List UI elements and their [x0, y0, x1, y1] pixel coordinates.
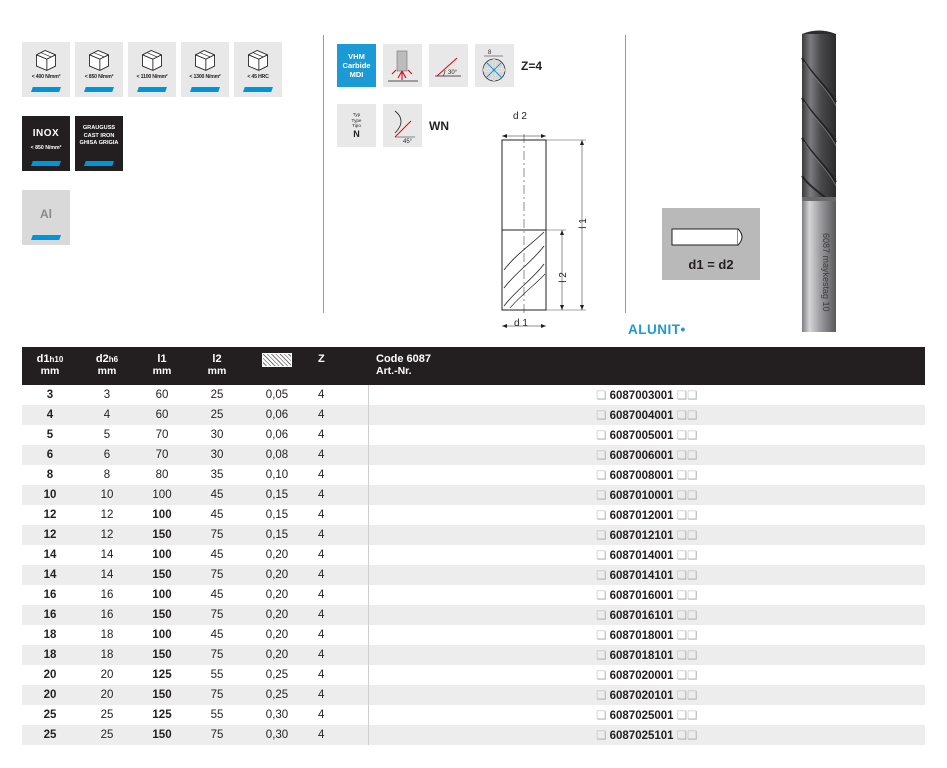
cell-d1: 14	[43, 569, 57, 581]
code-number: 6087012101	[609, 530, 674, 542]
code-number: 6087008001	[609, 470, 674, 482]
header-l1	[136, 347, 188, 385]
code-suffix-box: ❑❑	[676, 710, 698, 722]
cell-code	[368, 725, 925, 745]
spec-icon-row-2	[337, 104, 449, 147]
code-prefix-box: ❑	[596, 490, 607, 502]
cell-d1: 20	[43, 689, 57, 701]
cell-d1: 20	[43, 669, 57, 681]
angle-30-icon	[431, 48, 467, 84]
cell-d2: 3	[103, 389, 111, 401]
cell-d2: 5	[103, 429, 111, 441]
cell-z: 4	[318, 689, 325, 701]
code-suffix-box: ❑❑	[676, 650, 698, 662]
cell-z: 4	[318, 389, 325, 401]
cell-surface-finish: 0,20	[265, 649, 289, 661]
cell-code	[368, 545, 925, 565]
cell-l2: 75	[210, 609, 224, 621]
code-number: 6087014001	[609, 550, 674, 562]
code-number: 6087016101	[609, 610, 674, 622]
cell-d2: 16	[100, 609, 114, 621]
header-d1-label: d1	[36, 353, 50, 365]
header-d1	[22, 347, 78, 385]
cell-surface-finish: 0,20	[265, 609, 289, 621]
cell-l2: 45	[210, 629, 224, 641]
cell-code	[368, 645, 925, 665]
coating-brand-text: ALUNIT	[628, 322, 681, 337]
code-number: 6087003001	[609, 390, 674, 402]
dim-label-l1: l 1	[577, 218, 589, 229]
material-badge-inox	[22, 116, 70, 171]
header-z	[308, 347, 368, 385]
cell-d2: 6	[103, 449, 111, 461]
accent-bar	[84, 161, 114, 166]
header-code	[368, 347, 925, 385]
code-number: 6087020101	[609, 690, 674, 702]
code-suffix-box: ❑❑	[676, 390, 698, 402]
accent-bar	[190, 87, 220, 92]
table-row[interactable]	[22, 645, 925, 665]
table-row[interactable]	[22, 465, 925, 485]
material-badge-aluminium	[22, 190, 70, 245]
cell-z: 4	[318, 549, 325, 561]
cell-d1: 16	[43, 589, 57, 601]
cell-code	[368, 605, 925, 625]
cast-iron-line-1: GRAUGUSS	[82, 125, 116, 131]
cell-l1: 125	[152, 669, 172, 681]
carbide-line-2: Carbide	[342, 61, 371, 70]
code-prefix-box: ❑	[596, 530, 607, 542]
cell-d1: 6	[46, 449, 54, 461]
material-badge-cast-iron	[75, 116, 123, 171]
cell-z: 4	[318, 709, 325, 721]
cell-l1: 100	[152, 629, 172, 641]
cell-surface-finish: 0,20	[265, 549, 289, 561]
svg-text:30°: 30°	[447, 69, 457, 76]
cell-d1: 3	[46, 389, 54, 401]
aluminium-strip	[22, 190, 70, 245]
rake-angle-icon	[429, 44, 468, 87]
cell-d2: 12	[100, 509, 114, 521]
code-prefix-box: ❑	[596, 650, 607, 662]
cell-code	[368, 685, 925, 705]
header-z-label: Z	[318, 353, 325, 365]
header-l1-label: l1	[157, 353, 167, 365]
header-d2-sub: h6	[108, 355, 119, 364]
cell-z: 4	[318, 589, 325, 601]
code-prefix-box: ❑	[596, 410, 607, 422]
cell-l1: 100	[152, 549, 172, 561]
shank-profile-icon	[668, 223, 754, 251]
svg-text:45°: 45°	[402, 138, 412, 145]
workpiece-cube-icon	[86, 47, 112, 73]
cell-l1: 80	[155, 469, 169, 481]
cell-l1: 150	[152, 649, 172, 661]
flute-cross-section-icon	[477, 47, 513, 85]
table-row[interactable]	[22, 625, 925, 645]
carbide-badge	[337, 44, 376, 87]
table-row[interactable]	[22, 605, 925, 625]
flute-count-label: Z=4	[521, 58, 543, 73]
header-surface-finish	[246, 347, 308, 385]
cell-code	[368, 385, 925, 405]
cell-d1: 16	[43, 609, 57, 621]
table-row[interactable]	[22, 505, 925, 525]
cell-surface-finish: 0,20	[265, 569, 289, 581]
code-prefix-box: ❑	[596, 390, 607, 402]
header-d2-label: d2	[95, 353, 109, 365]
cell-l1: 100	[152, 489, 172, 501]
cell-l1: 70	[155, 429, 169, 441]
cell-z: 4	[318, 449, 325, 461]
material-badge-caption: < 400 N/mm²	[31, 74, 61, 80]
workpiece-cube-icon	[192, 47, 218, 73]
cell-z: 4	[318, 569, 325, 581]
accent-bar	[137, 87, 167, 92]
cell-surface-finish: 0,05	[265, 389, 289, 401]
table-row[interactable]	[22, 565, 925, 585]
cell-d2: 12	[100, 529, 114, 541]
cell-z: 4	[318, 649, 325, 661]
header-l2-unit: mm	[207, 365, 227, 377]
cell-l2: 55	[210, 709, 224, 721]
cell-d2: 18	[100, 629, 114, 641]
cell-l1: 150	[152, 569, 172, 581]
cell-d2: 10	[100, 489, 114, 501]
code-prefix-box: ❑	[596, 430, 607, 442]
cell-d1: 25	[43, 729, 57, 741]
cell-d2: 16	[100, 589, 114, 601]
accent-bar	[31, 161, 61, 166]
cell-l2: 45	[210, 489, 224, 501]
cell-d1: 14	[43, 549, 57, 561]
vertical-divider-right	[625, 35, 626, 313]
table-row[interactable]	[22, 405, 925, 425]
aluminium-title: Al	[40, 206, 52, 221]
cell-l2: 45	[210, 549, 224, 561]
code-prefix-box: ❑	[596, 510, 607, 522]
cell-l1: 150	[152, 609, 172, 621]
inox-title: INOX	[32, 128, 60, 139]
cell-surface-finish: 0,20	[265, 589, 289, 601]
cell-l2: 75	[210, 729, 224, 741]
type-value: N	[353, 128, 360, 139]
cell-code	[368, 405, 925, 425]
accent-bar	[31, 235, 61, 240]
header-l2	[188, 347, 246, 385]
cell-l2: 35	[210, 469, 224, 481]
cell-surface-finish: 0,25	[265, 669, 289, 681]
callout-label: d1 = d2	[688, 257, 734, 272]
helix-angle-icon	[383, 104, 422, 147]
cell-l2: 30	[210, 429, 224, 441]
code-number: 6087004001	[609, 410, 674, 422]
cell-code	[368, 585, 925, 605]
cell-l1: 100	[152, 509, 172, 521]
cell-z: 4	[318, 529, 325, 541]
svg-text:8: 8	[487, 49, 491, 56]
table-row[interactable]	[22, 485, 925, 505]
code-number: 6087016001	[609, 590, 674, 602]
table-row[interactable]	[22, 685, 925, 705]
vertical-divider-left	[323, 35, 324, 313]
header-d2-unit: mm	[97, 365, 117, 377]
code-suffix-box: ❑❑	[676, 530, 698, 542]
cell-d2: 20	[100, 669, 114, 681]
cell-surface-finish: 0,10	[265, 469, 289, 481]
cell-l1: 150	[152, 689, 172, 701]
dim-label-l2: l 2	[557, 272, 569, 283]
cell-d2: 25	[100, 729, 114, 741]
cell-surface-finish: 0,30	[265, 729, 289, 741]
cell-surface-finish: 0,20	[265, 629, 289, 641]
cell-z: 4	[318, 629, 325, 641]
brand-dot: •	[680, 322, 686, 337]
code-prefix-box: ❑	[596, 590, 607, 602]
cell-l2: 45	[210, 589, 224, 601]
cell-d2: 20	[100, 689, 114, 701]
code-suffix-box: ❑❑	[676, 450, 698, 462]
table-header	[22, 347, 925, 385]
code-suffix-box: ❑❑	[676, 670, 698, 682]
hatch-icon	[262, 353, 292, 367]
table-row[interactable]	[22, 525, 925, 545]
code-prefix-box: ❑	[596, 670, 607, 682]
cell-l2: 75	[210, 689, 224, 701]
cell-surface-finish: 0,06	[265, 409, 289, 421]
table-row[interactable]	[22, 725, 925, 745]
table-row[interactable]	[22, 425, 925, 445]
material-badge-caption: < 1300 N/mm²	[189, 74, 221, 80]
cell-l2: 75	[210, 649, 224, 661]
cell-l2: 55	[210, 669, 224, 681]
dim-label-d2: d 2	[513, 111, 527, 122]
material-badge-strip	[22, 42, 282, 97]
cell-d2: 8	[103, 469, 111, 481]
tool-photo	[775, 28, 865, 343]
cell-l1: 100	[152, 589, 172, 601]
cell-l1: 70	[155, 449, 169, 461]
code-number: 6087025101	[609, 730, 674, 742]
cell-l2: 25	[210, 389, 224, 401]
cell-l2: 25	[210, 409, 224, 421]
table-row[interactable]	[22, 545, 925, 565]
cell-code	[368, 565, 925, 585]
code-prefix-box: ❑	[596, 730, 607, 742]
cell-surface-finish: 0,30	[265, 709, 289, 721]
cell-code	[368, 525, 925, 545]
end-mill-drawing	[470, 130, 610, 340]
type-line-2: Type	[351, 117, 362, 123]
table-row[interactable]	[22, 665, 925, 685]
workpiece-cube-icon	[245, 47, 271, 73]
cell-l2: 75	[210, 569, 224, 581]
code-suffix-box: ❑❑	[676, 410, 698, 422]
code-prefix-box: ❑	[596, 470, 607, 482]
cell-l1: 60	[155, 389, 169, 401]
code-suffix-box: ❑❑	[676, 610, 698, 622]
code-number: 6087018101	[609, 650, 674, 662]
cell-d2: 18	[100, 649, 114, 661]
cell-code	[368, 665, 925, 685]
code-prefix-box: ❑	[596, 630, 607, 642]
accent-bar	[31, 87, 61, 92]
cell-z: 4	[318, 489, 325, 501]
type-line-1: Typ	[352, 112, 361, 118]
code-suffix-box: ❑❑	[676, 550, 698, 562]
cell-l1: 150	[152, 729, 172, 741]
type-line-3: Tipo	[352, 123, 361, 129]
cross-section-icon	[475, 44, 514, 87]
carbide-line-1: VHM	[348, 52, 365, 61]
code-suffix-box: ❑❑	[676, 690, 698, 702]
table-body	[22, 385, 925, 745]
code-suffix-box: ❑❑	[676, 630, 698, 642]
table-row[interactable]	[22, 385, 925, 405]
header-code-label: Code 6087	[376, 353, 432, 365]
cell-d1: 8	[46, 469, 54, 481]
code-prefix-box: ❑	[596, 690, 607, 702]
table-row[interactable]	[22, 705, 925, 725]
table-row[interactable]	[22, 585, 925, 605]
header-l2-label: l2	[212, 353, 222, 365]
code-prefix-box: ❑	[596, 550, 607, 562]
cell-l2: 45	[210, 509, 224, 521]
milling-direction-icon	[386, 48, 420, 84]
coating-code-label: WN	[429, 118, 449, 133]
header-d2	[78, 347, 136, 385]
code-suffix-box: ❑❑	[676, 430, 698, 442]
workpiece-cube-icon	[33, 47, 59, 73]
cell-d1: 5	[46, 429, 54, 441]
cell-d1: 12	[43, 529, 57, 541]
code-prefix-box: ❑	[596, 610, 607, 622]
cell-l2: 75	[210, 529, 224, 541]
cell-surface-finish: 0,25	[265, 689, 289, 701]
cell-l2: 30	[210, 449, 224, 461]
code-prefix-box: ❑	[596, 710, 607, 722]
code-number: 6087012001	[609, 510, 674, 522]
cell-code	[368, 485, 925, 505]
cell-z: 4	[318, 609, 325, 621]
cell-z: 4	[318, 669, 325, 681]
table-header-row	[22, 347, 925, 385]
tool-imprint-text: 6087 maykestag 10	[821, 233, 831, 312]
material-badge-45hrc	[234, 42, 282, 97]
cell-z: 4	[318, 729, 325, 741]
cell-d1: 18	[43, 649, 57, 661]
cell-surface-finish: 0,06	[265, 429, 289, 441]
product-table	[22, 347, 925, 745]
carbide-line-3: MDI	[349, 70, 364, 79]
coolant-direction-icon	[383, 44, 422, 87]
code-prefix-box: ❑	[596, 450, 607, 462]
cell-d2: 14	[100, 549, 114, 561]
cell-code	[368, 625, 925, 645]
cell-surface-finish: 0,08	[265, 449, 289, 461]
code-suffix-box: ❑❑	[676, 470, 698, 482]
inox-caption: < 850 N/mm²	[30, 145, 62, 151]
tool-type-badge	[337, 104, 376, 147]
code-suffix-box: ❑❑	[676, 570, 698, 582]
cell-z: 4	[318, 409, 325, 421]
cell-code	[368, 425, 925, 445]
cell-surface-finish: 0,15	[265, 489, 289, 501]
dim-label-d1: d 1	[514, 318, 528, 329]
material-badge-caption: < 850 N/mm²	[84, 74, 114, 80]
shank-equals-callout	[662, 208, 760, 280]
material-badge-1100	[128, 42, 176, 97]
cell-z: 4	[318, 429, 325, 441]
code-suffix-box: ❑❑	[676, 510, 698, 522]
cell-d2: 25	[100, 709, 114, 721]
cast-iron-line-2: CAST IRON	[83, 132, 115, 139]
code-suffix-box: ❑❑	[676, 730, 698, 742]
code-number: 6087020001	[609, 670, 674, 682]
accent-bar	[84, 87, 114, 92]
cell-d1: 12	[43, 509, 57, 521]
header-d1-unit: mm	[40, 365, 60, 377]
code-number: 6087005001	[609, 430, 674, 442]
cell-z: 4	[318, 469, 325, 481]
material-badge-1300	[181, 42, 229, 97]
code-suffix-box: ❑❑	[676, 490, 698, 502]
spec-icon-row-1	[337, 44, 542, 87]
helix-45-icon	[385, 107, 421, 145]
code-number: 6087014101	[609, 570, 674, 582]
cell-z: 4	[318, 509, 325, 521]
end-mill-photo	[775, 28, 865, 338]
code-number: 6087006001	[609, 450, 674, 462]
code-number: 6087010001	[609, 490, 674, 502]
accent-bar	[243, 87, 273, 92]
cell-code	[368, 505, 925, 525]
cell-d1: 4	[46, 409, 54, 421]
material-badge-400	[22, 42, 70, 97]
header-code-sub: Art.-Nr.	[376, 365, 412, 377]
header-d1-sub: h10	[49, 355, 64, 364]
cell-code	[368, 465, 925, 485]
code-prefix-box: ❑	[596, 570, 607, 582]
cell-l1: 150	[152, 529, 172, 541]
material-badge-caption: < 45 HRC	[247, 74, 269, 80]
cell-d1: 10	[43, 489, 57, 501]
cell-l1: 60	[155, 409, 169, 421]
workpiece-cube-icon	[139, 47, 165, 73]
cell-l1: 125	[152, 709, 172, 721]
table-row[interactable]	[22, 445, 925, 465]
cell-d2: 14	[100, 569, 114, 581]
special-material-strip	[22, 116, 123, 171]
code-number: 6087025001	[609, 710, 674, 722]
header-l1-unit: mm	[152, 365, 172, 377]
material-badge-caption: < 1100 N/mm²	[136, 74, 168, 80]
code-number: 6087018001	[609, 630, 674, 642]
cell-surface-finish: 0,15	[265, 529, 289, 541]
cast-iron-line-3: GHISA GRIGIA	[79, 140, 119, 146]
cell-d1: 25	[43, 709, 57, 721]
cell-code	[368, 705, 925, 725]
technical-drawing	[470, 111, 610, 345]
cell-surface-finish: 0,15	[265, 509, 289, 521]
cell-code	[368, 445, 925, 465]
code-suffix-box: ❑❑	[676, 590, 698, 602]
coating-brand-label	[628, 322, 686, 337]
cell-d2: 4	[103, 409, 111, 421]
cell-d1: 18	[43, 629, 57, 641]
material-badge-850	[75, 42, 123, 97]
